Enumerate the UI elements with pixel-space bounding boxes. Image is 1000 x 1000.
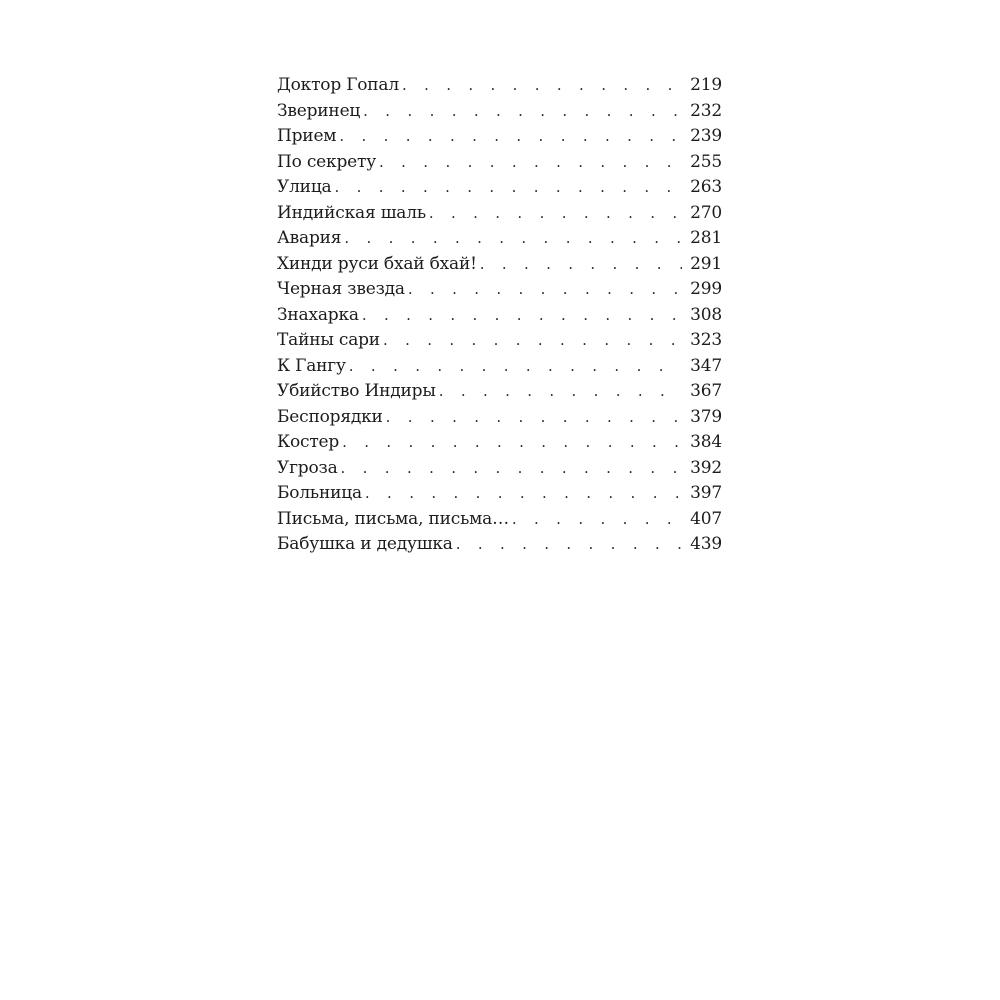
toc-entry-title: Доктор Гопал bbox=[277, 75, 399, 95]
toc-entry-title: Авария bbox=[277, 228, 342, 248]
toc-entry[interactable] bbox=[277, 405, 722, 431]
table-of-contents bbox=[277, 73, 722, 558]
toc-entry-title: Зверинец bbox=[277, 100, 361, 121]
toc-entry-page: 299 bbox=[690, 279, 722, 299]
toc-entry[interactable] bbox=[277, 99, 722, 125]
toc-dot-leader bbox=[480, 252, 682, 278]
toc-entry-page: 308 bbox=[690, 304, 722, 325]
toc-entry-page: 239 bbox=[690, 126, 722, 146]
toc-entry-page: 407 bbox=[690, 508, 722, 529]
toc-entry-title: Индийская шаль bbox=[277, 202, 426, 223]
toc-entry-title: Улица bbox=[277, 177, 332, 197]
toc-entry-page: 263 bbox=[690, 177, 722, 197]
toc-entry-title: Бабушка и дедушка bbox=[277, 534, 453, 554]
toc-entry[interactable] bbox=[277, 175, 722, 201]
toc-entry-page: 384 bbox=[690, 432, 722, 452]
toc-entry-page: 232 bbox=[690, 100, 722, 121]
toc-entry[interactable] bbox=[277, 532, 722, 558]
toc-entry-page: 219 bbox=[690, 75, 722, 95]
toc-entry-title: Черная звезда bbox=[277, 279, 405, 299]
toc-dot-leader bbox=[408, 277, 682, 303]
toc-entry-page: 270 bbox=[690, 202, 722, 223]
toc-entry[interactable] bbox=[277, 277, 722, 303]
toc-dot-leader bbox=[344, 226, 682, 252]
toc-dot-leader bbox=[456, 532, 682, 558]
toc-entry-title: Тайны сари bbox=[277, 330, 380, 350]
toc-entry-title: Угроза bbox=[277, 457, 338, 478]
toc-dot-leader bbox=[339, 124, 682, 150]
toc-dot-leader bbox=[429, 201, 682, 227]
toc-dot-leader bbox=[512, 507, 682, 533]
toc-dot-leader bbox=[383, 328, 682, 354]
toc-dot-leader bbox=[342, 430, 682, 456]
toc-entry-title: По секрету bbox=[277, 151, 377, 172]
toc-entry-page: 347 bbox=[690, 355, 722, 376]
toc-dot-leader bbox=[334, 175, 682, 201]
toc-entry-title: Больница bbox=[277, 483, 362, 503]
toc-entry-title: Прием bbox=[277, 126, 337, 146]
toc-entry-page: 439 bbox=[690, 534, 722, 554]
toc-entry-title: Письма, письма, письма… bbox=[277, 508, 509, 529]
toc-dot-leader bbox=[402, 73, 682, 99]
toc-entry-title: Убийство Индиры bbox=[277, 381, 436, 401]
toc-entry[interactable] bbox=[277, 226, 722, 252]
toc-entry[interactable] bbox=[277, 328, 722, 354]
toc-entry-page: 291 bbox=[690, 253, 722, 274]
toc-entry[interactable] bbox=[277, 354, 722, 380]
toc-entry-page: 255 bbox=[690, 151, 722, 172]
toc-dot-leader bbox=[386, 405, 682, 431]
toc-entry-page: 397 bbox=[690, 483, 722, 503]
toc-dot-leader bbox=[439, 379, 682, 405]
toc-entry[interactable] bbox=[277, 124, 722, 150]
toc-dot-leader bbox=[349, 354, 682, 380]
toc-entry-page: 392 bbox=[690, 457, 722, 478]
toc-entry[interactable] bbox=[277, 201, 722, 227]
toc-entry-title: К Гангу bbox=[277, 355, 346, 376]
toc-entry[interactable] bbox=[277, 507, 722, 533]
toc-entry[interactable] bbox=[277, 481, 722, 507]
toc-entry[interactable] bbox=[277, 456, 722, 482]
toc-entry[interactable] bbox=[277, 303, 722, 329]
toc-dot-leader bbox=[341, 456, 683, 482]
toc-entry-title: Хинди руси бхай бхай! bbox=[277, 253, 477, 274]
toc-entry-page: 367 bbox=[690, 381, 722, 401]
toc-entry-page: 379 bbox=[690, 406, 722, 427]
toc-entry[interactable] bbox=[277, 252, 722, 278]
toc-entry[interactable] bbox=[277, 150, 722, 176]
toc-entry-title: Беспорядки bbox=[277, 406, 383, 427]
toc-dot-leader bbox=[363, 99, 682, 125]
toc-entry[interactable] bbox=[277, 73, 722, 99]
toc-dot-leader bbox=[362, 303, 682, 329]
toc-entry-page: 281 bbox=[690, 228, 722, 248]
toc-dot-leader bbox=[379, 150, 682, 176]
toc-entry-title: Знахарка bbox=[277, 304, 359, 325]
toc-entry-title: Костер bbox=[277, 432, 340, 452]
toc-dot-leader bbox=[365, 481, 682, 507]
toc-entry[interactable] bbox=[277, 430, 722, 456]
toc-entry[interactable] bbox=[277, 379, 722, 405]
toc-entry-page: 323 bbox=[690, 330, 722, 350]
